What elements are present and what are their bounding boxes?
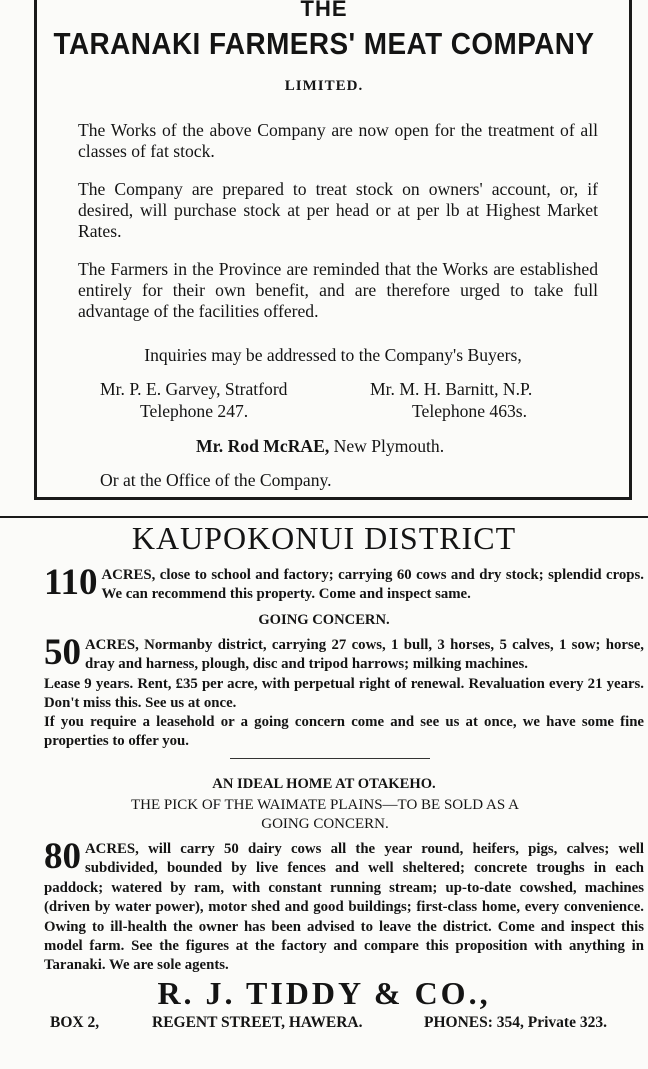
box-number: BOX 2,	[50, 1014, 100, 1031]
buyer-mcrae-place: New Plymouth.	[333, 436, 445, 456]
paragraph-farmers-reminded: The Farmers in the Province are reminded that the Works are established entirely for their own benefit, and are therefore urged to take full advantage of the facilities offered.	[78, 259, 598, 321]
buyer-mcrae	[196, 436, 444, 457]
short-divider	[230, 758, 430, 759]
going-concern-label: GOING CONCERN.	[258, 612, 390, 628]
section-divider	[0, 516, 648, 518]
company-name: TARANAKI FARMERS' MEAT COMPANY	[53, 26, 595, 61]
paragraph-treat-stock: The Company are prepared to treat stock on owners' account, or, if desired, will purchase stock at per head or at per lb at Highest Market Rates.	[78, 179, 598, 241]
waimate-plains-heading: THE PICK OF THE WAIMATE PLAINS—TO BE SOLD AS A GOING CONCERN.	[131, 797, 519, 832]
meat-company-advert	[34, 0, 632, 500]
buyer-barnitt: Mr. M. H. Barnitt, N.P.	[370, 379, 533, 399]
listing-50-text: ACRES, Normanby district, carrying 27 cows, 1 bull, 3 horses, 5 calves, 1 sow; horse, dray and harness, plough, disc and tripod harrows; milking machines.	[85, 637, 644, 673]
agent-name: R. J. TIDDY & CO.,	[157, 975, 491, 1011]
company-limited: LIMITED.	[284, 78, 364, 94]
phone-numbers: PHONES: 354, Private 323.	[424, 1014, 607, 1031]
advert-the: THE	[300, 0, 348, 21]
inquiries-line: Inquiries may be addressed to the Company's Buyers,	[144, 345, 522, 365]
street-address: REGENT STREET, HAWERA.	[152, 1014, 363, 1031]
listing-80-text: ACRES, will carry 50 dairy cows all the year round, heifers, pigs, calves; well subdivided, bounded by live fences and well sheltered; concrete troughs in each paddock; watered by ram, with constant running stream; up-to-date cowshed, machines (driven by water power), motor shed and good buildings; first-class home, every convenience. Owing to ill-health the owner has been advised to leave the district. Come and inspect this model farm. See the figures at the factory and compare this proposition with anything in Taranaki. We are sole agents.	[44, 841, 644, 974]
buyer-barnitt-telephone: Telephone 463s.	[412, 401, 528, 421]
paragraph-works-open: The Works of the above Company are now open for the treatment of all classes of fat stock.	[78, 120, 598, 161]
buyer-mcrae-name: Mr. Rod McRAE,	[196, 436, 330, 456]
leasehold-notice: If you require a leasehold or a going concern come and see us at once, we have some fine properties to offer you.	[44, 714, 644, 750]
listing-110-acres	[44, 562, 644, 605]
buyer-garvey: Mr. P. E. Garvey, Stratford	[100, 379, 288, 399]
buyer-garvey-telephone: Telephone 247.	[140, 401, 249, 421]
office-line: Or at the Office of the Company.	[100, 470, 332, 490]
listing-80-acres	[44, 836, 644, 976]
listing-110-text: ACRES, close to school and factory; carrying 60 cows and dry stock; splendid crops. We can recommend this property. Come and inspect same.	[101, 567, 644, 603]
listing-110-number: 110	[44, 562, 98, 603]
district-heading: KAUPOKONUI DISTRICT	[131, 520, 517, 556]
listing-50-number: 50	[44, 632, 81, 673]
ideal-home-heading: AN IDEAL HOME AT OTAKEHO.	[212, 776, 436, 792]
listing-50-acres	[44, 632, 644, 675]
listing-80-number: 80	[44, 836, 81, 877]
listing-50-lease: Lease 9 years. Rent, £35 per acre, with perpetual right of renewal. Revaluation every 21 years. Don't miss this. See us at once.	[44, 676, 644, 712]
